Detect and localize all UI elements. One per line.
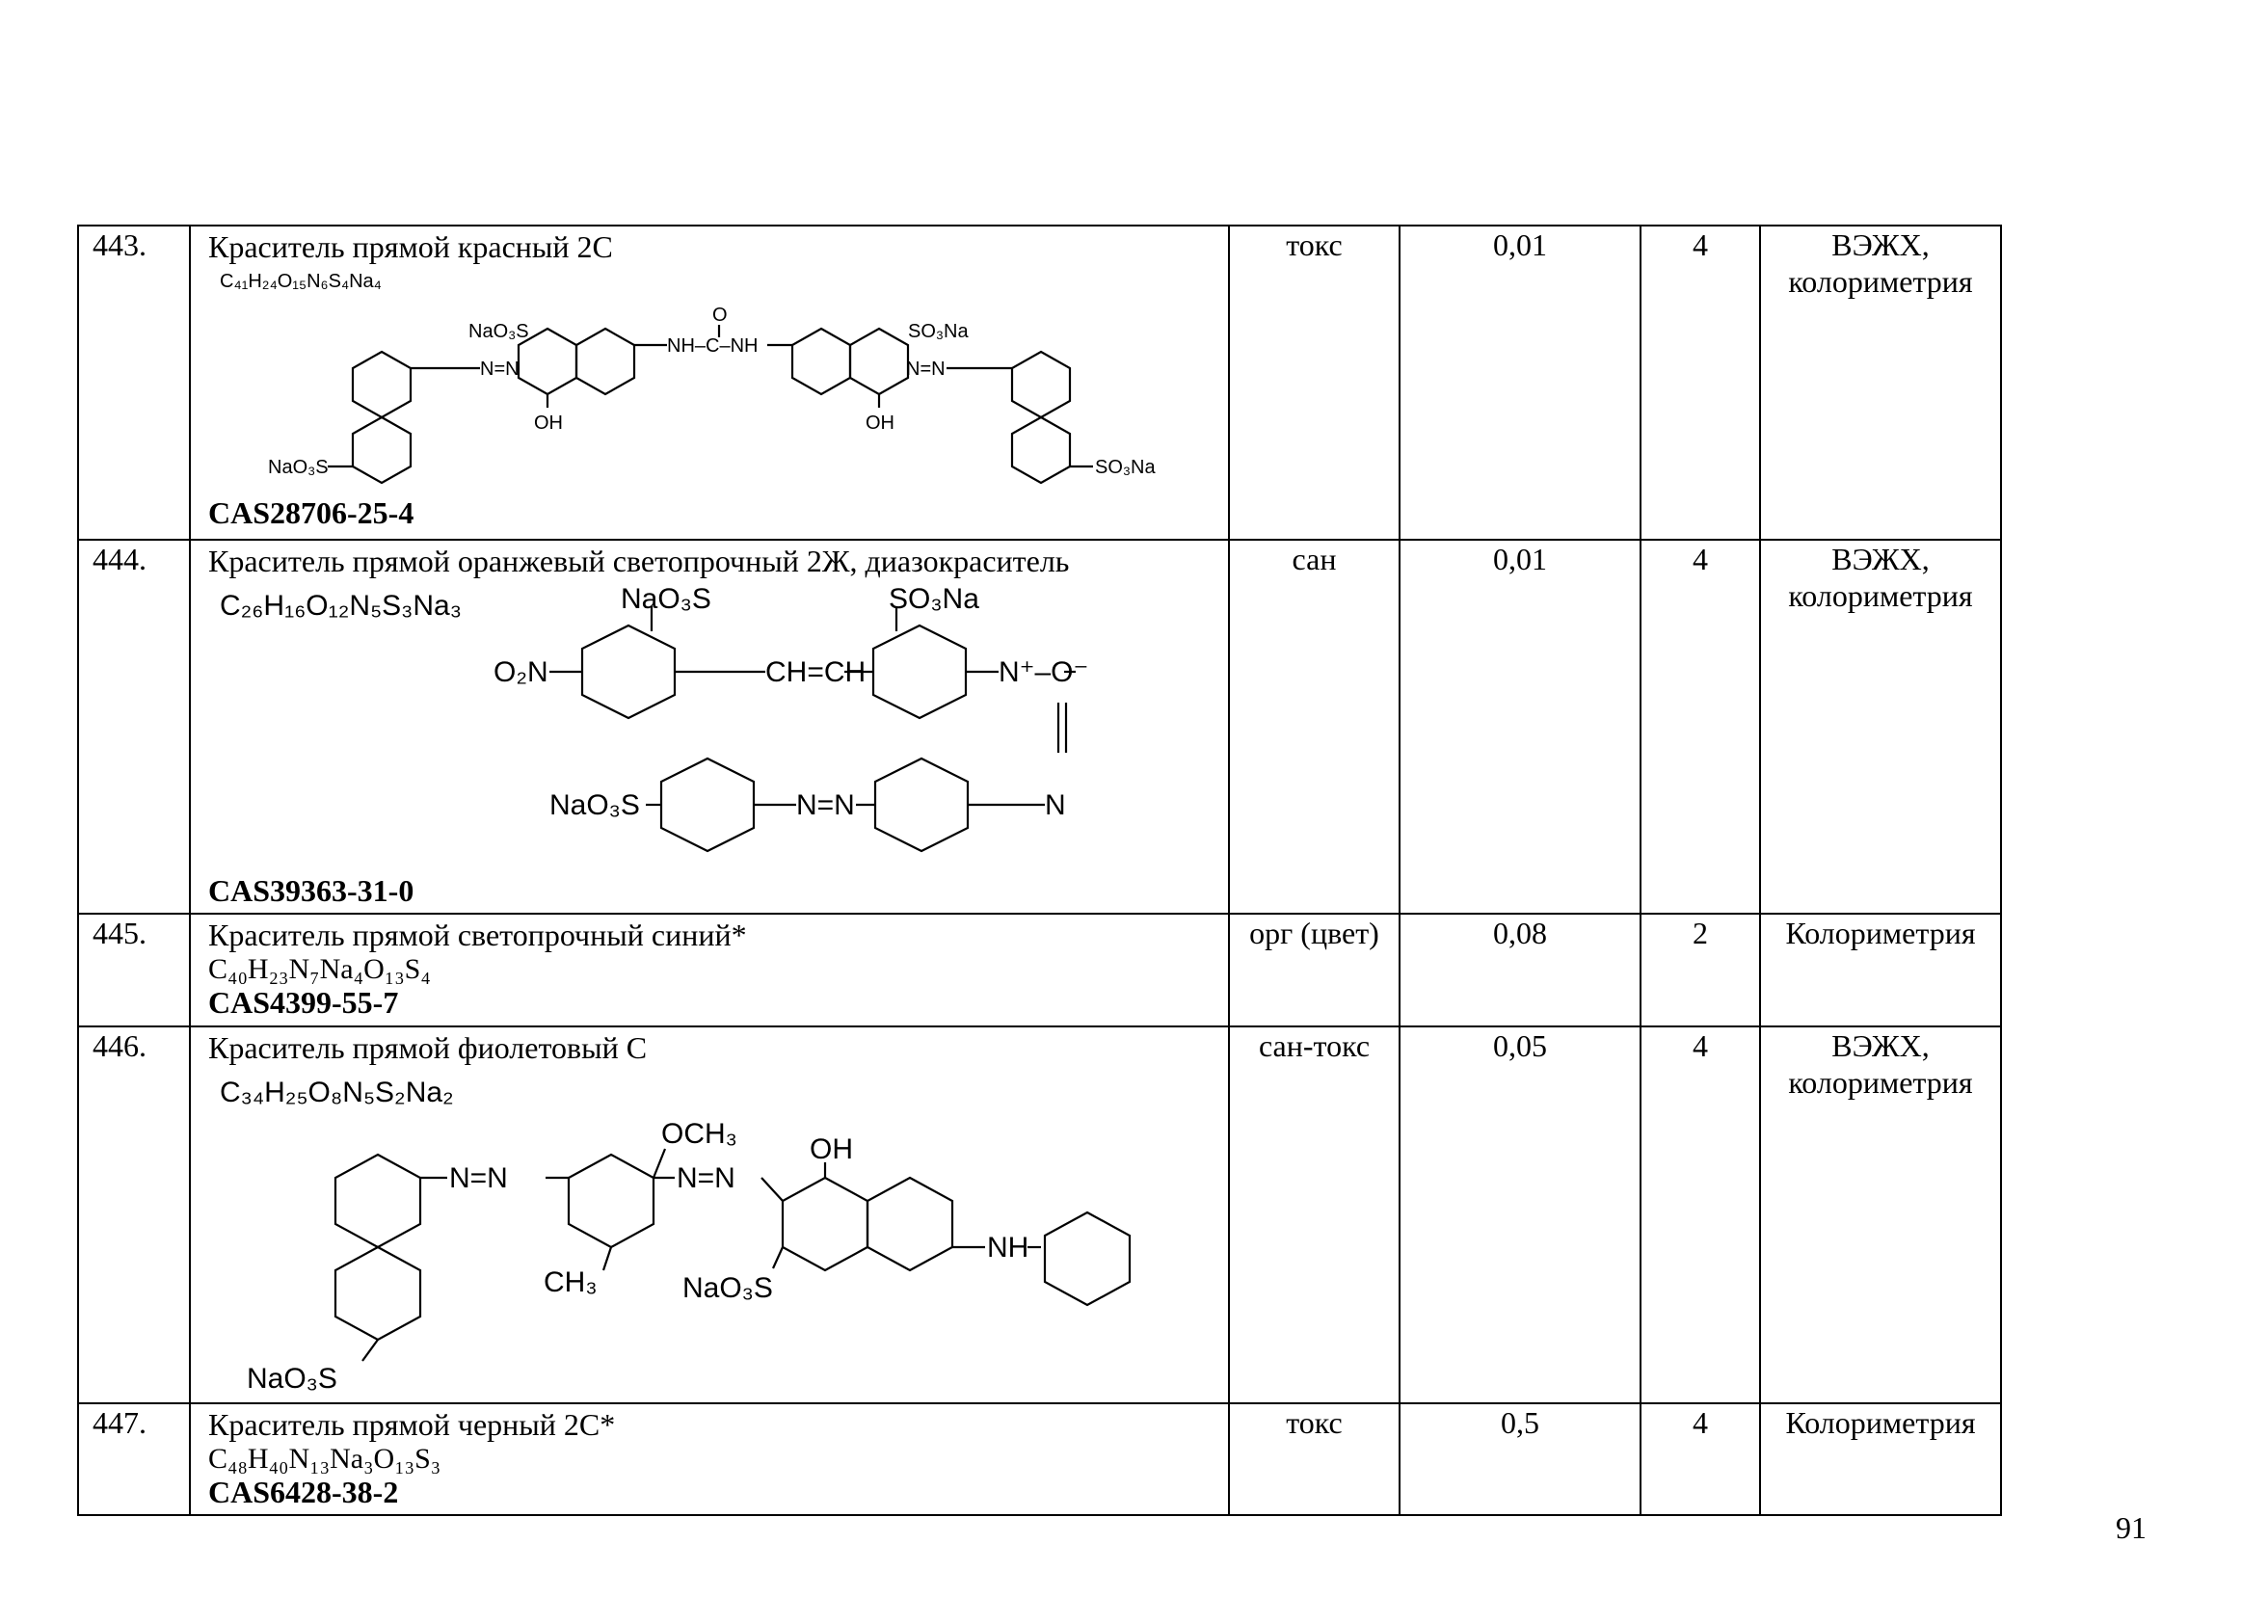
- cas-number: CAS4399-55-7: [208, 985, 399, 1020]
- hazard-indicator: токс: [1229, 226, 1400, 540]
- table-row: [78, 1403, 2001, 1515]
- azo-label: N=N: [677, 1162, 735, 1194]
- hazard-indicator: токс: [1229, 1403, 1400, 1515]
- substance-name: Краситель прямой черный 2С*: [208, 1407, 616, 1442]
- hazard-indicator: сан: [1229, 540, 1400, 914]
- ch3-label: CH₃: [544, 1266, 598, 1298]
- substance-formula: C₄₁H₂₄O₁₅N₆S₄Na₄: [220, 271, 382, 292]
- so3na-label: SO₃Na: [1095, 457, 1156, 478]
- hazard-indicator: орг (цвет): [1229, 914, 1400, 1026]
- row-number: 446.: [78, 1026, 190, 1403]
- row-number: 447.: [78, 1403, 190, 1515]
- substance-name: Краситель прямой оранжевый светопрочный 2Ж, диазокраситель: [208, 544, 1070, 578]
- structure-diagram: [208, 294, 1211, 496]
- oh-label: OH: [866, 413, 894, 434]
- substance-cell: [190, 540, 1229, 914]
- analysis-method: Колориметрия: [1760, 914, 2001, 1026]
- oxygen-label: O: [712, 305, 728, 326]
- so3na-label: SO₃Na: [908, 321, 969, 342]
- mac-value: 0,5: [1400, 1403, 1641, 1515]
- n-oxide-label: N⁺–O⁻: [999, 656, 1089, 688]
- naso3s-label: NaO₃S: [549, 789, 640, 821]
- hazard-class: 4: [1641, 540, 1760, 914]
- substance-cell: [190, 1403, 1229, 1515]
- substance-name: Краситель прямой светопрочный синий*: [208, 918, 747, 952]
- structure-diagram: [208, 1066, 1211, 1398]
- hazard-class: 4: [1641, 1026, 1760, 1403]
- table-row: [78, 540, 2001, 914]
- naso3s-label: NaO₃S: [682, 1272, 773, 1304]
- azo-label: N=N: [480, 359, 520, 380]
- structure-diagram: [208, 579, 1211, 874]
- substance-table: [77, 225, 2002, 1516]
- substance-formula: C₄₈H₄₀N₁₃Na₃O₁₃S₃: [208, 1443, 441, 1475]
- substance-name: Краситель прямой фиолетовый С: [208, 1030, 648, 1065]
- mac-value: 0,01: [1400, 226, 1641, 540]
- oh-label: OH: [534, 413, 563, 434]
- substance-formula: C₃₄H₂₅O₈N₅S₂Na₂: [220, 1077, 454, 1108]
- och3-label: OCH₃: [661, 1118, 737, 1150]
- substance-cell: [190, 914, 1229, 1026]
- analysis-method: ВЭЖХ, колориметрия: [1760, 540, 2001, 914]
- cas-number: CAS28706-25-4: [208, 495, 414, 530]
- table-row: [78, 226, 2001, 540]
- table-row: [78, 1026, 2001, 1403]
- ethenyl-label: CH=CH: [765, 656, 867, 688]
- analysis-method: ВЭЖХ, колориметрия: [1760, 1026, 2001, 1403]
- table-row: [78, 914, 2001, 1026]
- page-number: 91: [2116, 1510, 2147, 1545]
- o2n-label: O₂N: [494, 656, 548, 688]
- naso3s-label: NaO₃S: [468, 321, 529, 342]
- azo-label: N=N: [906, 359, 946, 380]
- azo-label: N=N: [796, 789, 855, 821]
- analysis-method: Колориметрия: [1760, 1403, 2001, 1515]
- hazard-class: 4: [1641, 226, 1760, 540]
- row-number: 443.: [78, 226, 190, 540]
- row-number: 445.: [78, 914, 190, 1026]
- substance-formula: C₂₆H₁₆O₁₂N₅S₃Na₃: [220, 590, 462, 622]
- cas-number: CAS39363-31-0: [208, 873, 414, 908]
- naso3s-label: NaO₃S: [247, 1363, 337, 1395]
- substance-cell: [190, 226, 1229, 540]
- naso3s-label: NaO₃S: [621, 583, 711, 615]
- nh-label: NH: [987, 1232, 1029, 1264]
- urea-label: NH–C–NH: [667, 335, 759, 357]
- analysis-method: ВЭЖХ, колориметрия: [1760, 226, 2001, 540]
- mac-value: 0,01: [1400, 540, 1641, 914]
- mac-value: 0,08: [1400, 914, 1641, 1026]
- oh-label: OH: [810, 1133, 853, 1165]
- substance-name: Краситель прямой красный 2С: [208, 229, 613, 264]
- cas-number: CAS6428-38-2: [208, 1475, 399, 1509]
- nitrogen-label: N: [1045, 789, 1066, 821]
- substance-cell: [190, 1026, 1229, 1403]
- naso3s-label: NaO₃S: [268, 457, 329, 478]
- substance-formula: C₄₀H₂₃N₇Na₄O₁₃S₄: [208, 953, 431, 985]
- hazard-indicator: сан-токс: [1229, 1026, 1400, 1403]
- mac-value: 0,05: [1400, 1026, 1641, 1403]
- row-number: 444.: [78, 540, 190, 914]
- so3na-label: SO₃Na: [889, 583, 979, 615]
- hazard-class: 2: [1641, 914, 1760, 1026]
- hazard-class: 4: [1641, 1403, 1760, 1515]
- azo-label: N=N: [449, 1162, 508, 1194]
